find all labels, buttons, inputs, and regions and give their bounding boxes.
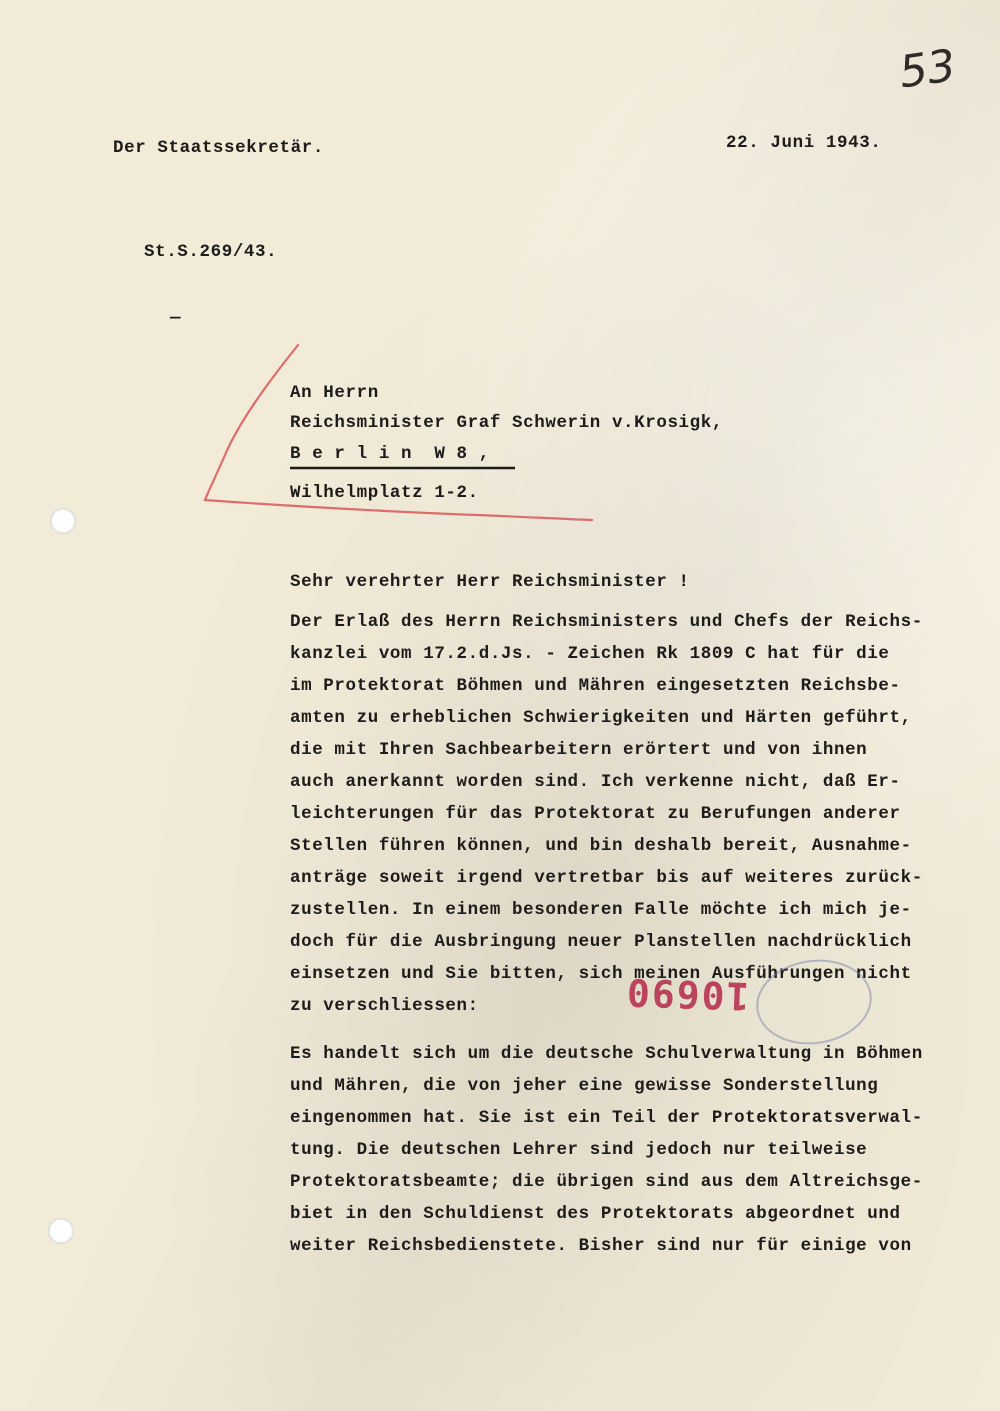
address-line-3: B e r l i n W 8 ,	[290, 444, 490, 464]
address-line-1: An Herrn	[290, 383, 379, 403]
separator-dash: —	[170, 308, 182, 328]
paragraph-line: weiter Reichsbedienstete. Bisher sind nur für einige von	[290, 1236, 912, 1256]
paragraph-line: Stellen führen können, und bin deshalb bereit, Ausnahme-	[290, 836, 912, 856]
paragraph-line: zustellen. In einem besonderen Falle möchte ich mich je-	[290, 900, 912, 920]
address-line-2: Reichsminister Graf Schwerin v.Krosigk,	[290, 413, 723, 433]
paragraph-line: kanzlei vom 17.2.d.Js. - Zeichen Rk 1809 C hat für die	[290, 644, 890, 664]
paragraph-line: Der Erlaß des Herrn Reichsministers und Chefs der Reichs-	[290, 612, 923, 632]
paragraph-line: die mit Ihren Sachbearbeitern erörtert und von ihnen	[290, 740, 868, 760]
red-pencil-mark	[205, 345, 592, 520]
date-line: 22. Juni 1943.	[726, 133, 882, 153]
paragraph-line: amten zu erheblichen Schwierigkeiten und Härten geführt,	[290, 708, 912, 728]
address-line-4: Wilhelmplatz 1-2.	[290, 483, 479, 503]
paragraph-line: zu verschliessen:	[290, 996, 479, 1016]
paragraph-line: tung. Die deutschen Lehrer sind jedoch nur teilweise	[290, 1140, 868, 1160]
paragraph-line: doch für die Ausbringung neuer Planstellen nachdrücklich	[290, 932, 912, 952]
paragraph-line: einsetzen und Sie bitten, sich meinen Ausführungen nicht	[290, 964, 912, 984]
paragraph-line: Protektoratsbeamte; die übrigen sind aus dem Altreichsge-	[290, 1172, 923, 1192]
paragraph-line: anträge soweit irgend vertretbar bis auf weiteres zurück-	[290, 868, 923, 888]
paragraph-line: im Protektorat Böhmen und Mähren eingesetzten Reichsbe-	[290, 676, 901, 696]
red-registry-stamp: 10690	[624, 969, 751, 1019]
handwritten-page-number: 53	[896, 40, 959, 99]
paragraph-line: eingenommen hat. Sie ist ein Teil der Protektoratsverwal-	[290, 1108, 923, 1128]
paragraph-line: Es handelt sich um die deutsche Schulverwaltung in Böhmen	[290, 1044, 923, 1064]
reference-number: St.S.269/43.	[144, 242, 278, 262]
paragraph-line: und Mähren, die von jeher eine gewisse Sonderstellung	[290, 1076, 879, 1096]
paragraph-line: leichterungen für das Protektorat zu Berufungen anderer	[290, 804, 901, 824]
paragraph-line: auch anerkannt worden sind. Ich verkenne nicht, daß Er-	[290, 772, 901, 792]
salutation: Sehr verehrter Herr Reichsminister !	[290, 572, 690, 592]
sender-line: Der Staatssekretär.	[113, 138, 324, 158]
paragraph-line: biet in den Schuldienst des Protektorats abgeordnet und	[290, 1204, 901, 1224]
